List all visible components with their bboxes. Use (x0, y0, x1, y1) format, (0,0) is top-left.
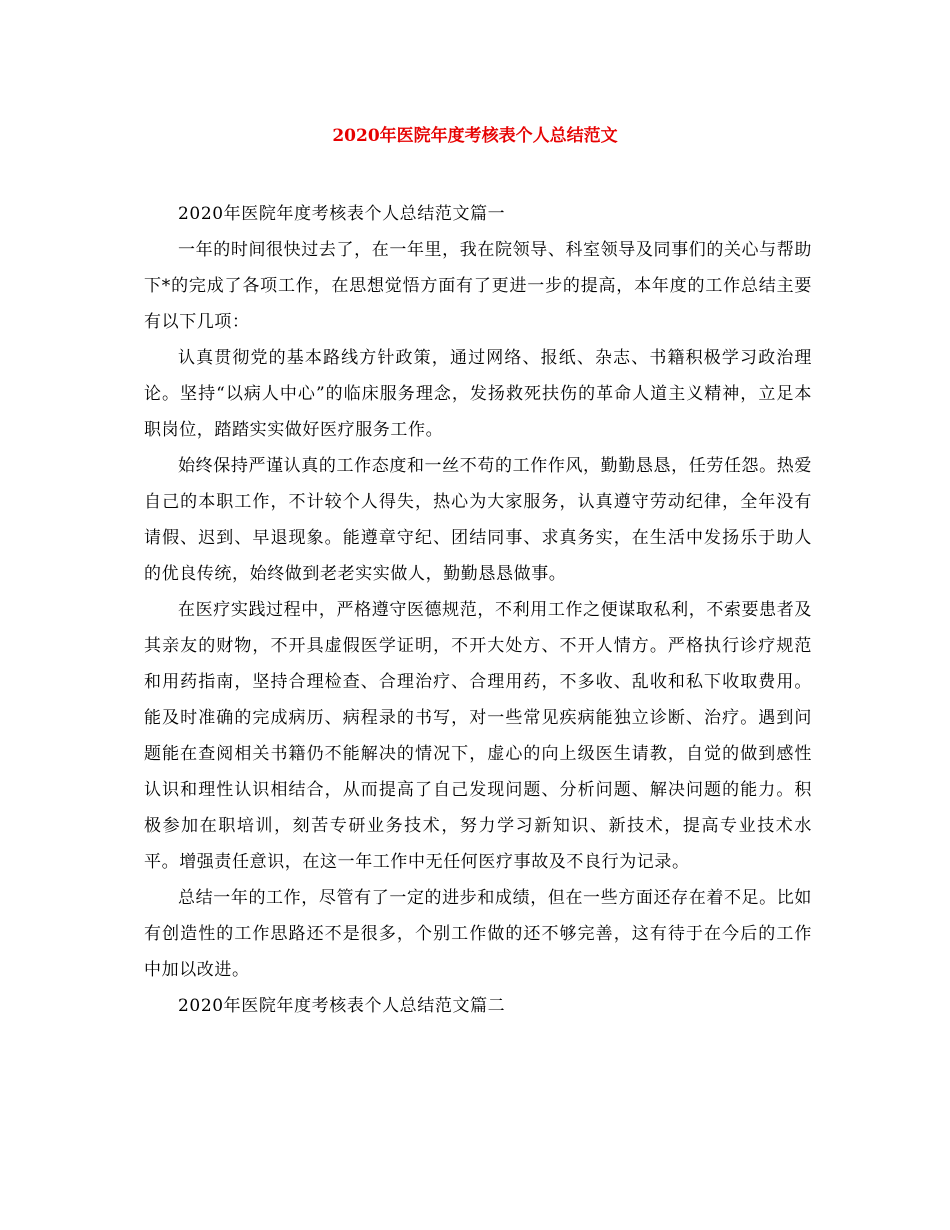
paragraph-work-attitude: 始终保持严谨认真的工作态度和一丝不苟的工作作风，勤勤恳恳，任劳任怨。热爱自己的本职工作，不计较个人得失，热心为大家服务，认真遵守劳动纪律，全年没有请假、迟到、早退现象。能遵章守纪、团结同事、求真务实，在生活中发扬乐于助人的优良传统，始终做到老老实实做人，勤勤恳恳做事。 (144, 456, 812, 584)
paragraph-political-study: 认真贯彻党的基本路线方针政策，通过网络、报纸、杂志、书籍积极学习政治理论。坚持“以病人中心”的临床服务理念，发扬救死扶伤的革命人道主义精神，立足本职岗位，踏踏实实做好医疗服务工作。 (144, 348, 812, 440)
paragraph-summary: 总结一年的工作，尽管有了一定的进步和成绩，但在一些方面还存在着不足。比如有创造性的工作思路还不是很多，个别工作做的还不够完善，这有待于在今后的工作中加以改进。 (144, 888, 812, 980)
document-body (144, 196, 812, 1024)
section-heading-2: 2020年医院年度考核表个人总结范文篇二 (178, 996, 506, 1016)
paragraph-intro: 一年的时间很快过去了，在一年里，我在院领导、科室领导及同事们的关心与帮助下*的完成了各项工作，在思想觉悟方面有了更进一步的提高，本年度的工作总结主要有以下几项： (144, 240, 812, 332)
paragraph-medical-practice: 在医疗实践过程中，严格遵守医德规范，不利用工作之便谋取私利，不索要患者及其亲友的财物，不开具虚假医学证明，不开大处方、不开人情方。严格执行诊疗规范和用药指南，坚持合理检查、合理治疗、合理用药，不多收、乱收和私下收取费用。能及时准确的完成病历、病程录的书写，对一些常见疾病能独立诊断、治疗。遇到问题能在查阅相关书籍仍不能解决的情况下，虚心的向上级医生请教，自觉的做到感性认识和理性认识相结合，从而提高了自己发现问题、分析问题、解决问题的能力。积极参加在职培训，刻苦专研业务技术，努力学习新知识、新技术，提高专业技术水平。增强责任意识，在这一年工作中无任何医疗事故及不良行为记录。 (144, 600, 812, 872)
document-title: 2020年医院年度考核表个人总结范文 (332, 126, 618, 146)
section-heading-1: 2020年医院年度考核表个人总结范文篇一 (178, 204, 506, 224)
